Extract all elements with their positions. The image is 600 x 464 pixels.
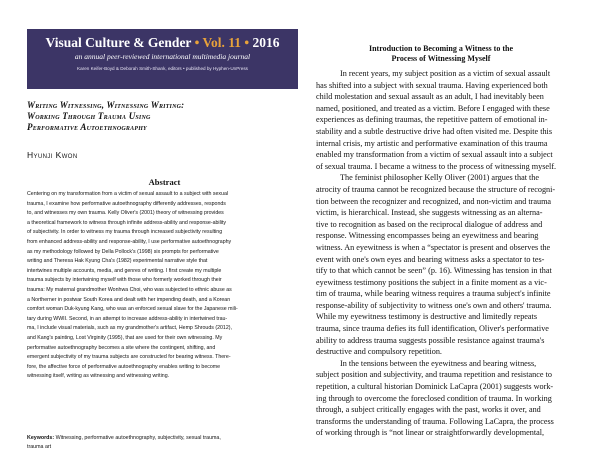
abstract-line: ma, I include visual materials, such as my grandmother's artifact, Hemp Shrouds (2012), [27,325,232,332]
body-line: destructive and compulsory repetition. [316,347,442,357]
body-line: While my eyewitness testimony is destructive and limitedly repeats [316,312,538,322]
body-line: tive to recognition as based on the reciprocal dialogue of address and [316,219,543,229]
abstract-line: writing and Theresa Hak Kyung Cha's (1982) experimental narrative style that [27,258,208,265]
abstract-line: witnessing itself, writing as witnessing and witnessing writing. [27,373,170,380]
abstract-line: Centering on my transformation from a victim of sexual assault to a subject with sexual [27,191,229,197]
article-title [27,100,302,133]
abstract-line: trauma: My maternal grandmother Wonhwa Choi, who was subjected to ethnic abuse as [27,286,232,293]
body-line: subject position and subjectivity, and trauma repetition and resistance to [316,370,552,380]
body-line: In recent years, my subject position as a victim of sexual assault [340,69,551,78]
article-title-line: Writing Witnessing, Witnessing Writing: [27,100,185,110]
abstract-line: trauma, I examine how performative autoethnography differently addresses, responds [27,200,226,207]
abstract-line: fore, the affective force of performative autoethnography enables writing to become [27,363,221,370]
body-line: experiences as defining traumas, the repetitive pattern of emotional in- [316,115,548,125]
body-line: has shifted into a subject with sexual trauma. Having experienced both [316,80,548,90]
abstract-line: and Kang's painting, Lost Virginity (1995), that are used for their own witnessing. My [27,334,223,341]
body-line: ability to address trauma suggests possible resistance against trauma's [316,335,545,345]
body-line: tion between the recognizer and recognized, and non-victim and trauma [316,196,552,206]
body-line: response-ability of subjectivity to witness one's own and others' trauma. [316,300,552,310]
body-line: eyewitness testimony positions the subject in a finite moment as a vic- [316,277,547,287]
body-line: event with one's own eyes and bearing witness asks a spectator to tes- [316,254,545,264]
abstract-line: trauma subjects by intertwining myself with those who formerly worked through their [27,277,222,284]
title-separator-2: • [244,35,250,50]
journal-banner [27,29,298,89]
journal-year: 2016 [252,35,280,50]
abstract-line: a theoretical framework to witness through infinite address-ability and response-ability [27,219,227,226]
article-author: Hyunji Kwon [27,150,78,160]
body-line: repetition, a cultural historian Dominick LaCapra (2001) suggests work- [316,382,554,392]
body-line: of working through is “not linear or straightforwardly developmental, [316,428,545,438]
body-line: tim of trauma, while bearing witness requires a trauma subject's infinite [316,289,551,299]
body-line: through, a subject critically engages with the past, works it over, and [316,405,541,415]
body-line: tify to that which cannot be seen” (p. 16). Witnessing has tension in that [316,266,552,276]
body-line: enabled my transformation from a victim of sexual assault into a subject [316,150,553,160]
section-heading-line: Process of Witnessing Myself [391,54,491,63]
abstract-line: performative autoethnography becomes a site where the contingent, shifting, and [27,344,216,351]
body-line: ing through to overcome the foreclosed condition of trauma. In working [316,393,552,403]
body-line: of sexual trauma. I became a witness to the process of witnessing myself. [316,161,557,171]
body-line: atrocity of trauma cannot be recognized because the structure of recogni- [316,184,556,194]
keywords-label: Keywords: [27,435,55,441]
journal-volume: Vol. 11 [202,35,241,50]
abstract-line: comfort woman Duk-kyung Kang, who was an enforced sexual slave for the Japanese mili- [27,306,238,313]
abstract-line: to, and witnesses my own trauma. Kelly Oliver's (2001) theory of witnessing provides [27,210,224,217]
journal-title: Visual Culture & Gender [45,35,192,50]
keywords-line-1 [27,434,302,443]
keywords-block [27,434,302,452]
journal-editors: Karen Keifer-Boyd & Deborah Smith-Shank, editors • published by Hyphen-UnPress [77,66,248,71]
section-heading-line: Introduction to Becoming a Witness to the [368,44,513,53]
body-line: named, positioned, and treated as a victim. Before I engaged with these [316,103,550,113]
abstract-line: as my methodology followed by Della Pollock's (1998) six prompts for performative [27,248,219,255]
article-title-line: Performative Autoethnography [27,122,147,132]
body-line: The feminist philosopher Kelly Oliver (2001) argues that the [340,173,540,183]
journal-subtitle: an annual peer-reviewed international multimedia journal [74,52,251,61]
title-separator-1: • [194,35,200,50]
abstract-line: a Northerner in postwar South Korea and dealt with her impending death, and a Korean [27,296,231,303]
body-line: transforms the understanding of trauma. Following LaCapra, the process [316,416,554,426]
body-line: witness. An eyewitness is when a “spectator is present and observes the [316,242,551,252]
abstract-line: from enhanced address-ability and response-ability, I use performative autoethnography [27,238,232,245]
body-line: child molestation and sexual assault as an adult, I had inevitably been [316,92,544,102]
abstract-heading: Abstract [148,177,181,187]
body-line: victim, is hierarchical. Instead, she suggests witnessing as an alterna- [316,208,543,218]
body-line: response. Witnessing encompasses being an eyewitness and bearing [316,231,539,241]
section-heading [316,44,566,64]
abstract-line: intertwines multiple accounts, media, and genres of writing. I first create my multiple [27,267,222,274]
article-title-line: Working Through Trauma Using [27,111,151,121]
body-line: internal crisis, my artistic and performative examination of this trauma [316,138,548,148]
journal-title-line [27,35,298,51]
abstract-line: tary during WWII. Second, in an attempt to increase address-ability in intertwined trau- [27,315,228,322]
abstract-body [27,190,302,382]
body-line: trauma, since trauma defies its full identification, Oliver's performative [316,324,549,334]
body-text [316,68,576,439]
keywords-line-2: trauma art [27,444,52,450]
body-line: stability and a subtle destructive drive had often visited me. Despite this [316,126,553,136]
body-line: In the tensions between the eyewitness and bearing witness, [340,358,537,368]
keywords-text: Witnessing, performative autoethnography, subjectivity, sexual trauma, [55,435,221,441]
abstract-line: of subjectivity. In order to witness my trauma through increased subjectivity resulting [27,229,223,236]
abstract-line: emergent subjectivity of my trauma subjects are constructed for bearing witness. There- [27,354,231,361]
